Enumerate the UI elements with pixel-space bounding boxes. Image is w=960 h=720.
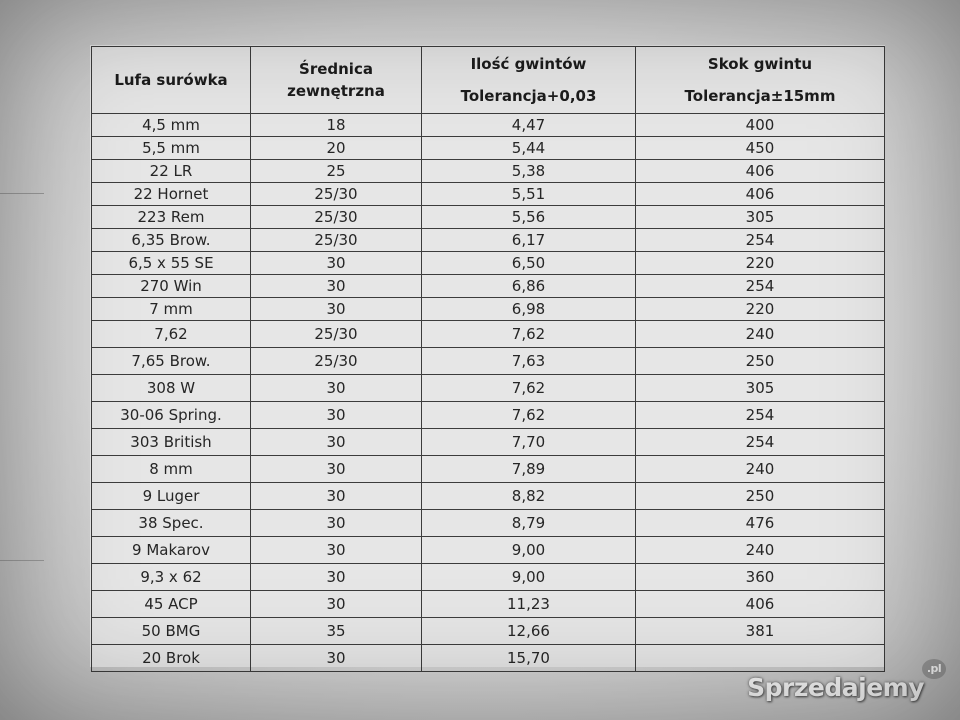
table-row [92,229,885,252]
table-row [92,114,885,137]
table-cell: 303 British [92,429,251,456]
table-cell: 6,35 Brow. [92,229,251,252]
table-row [92,456,885,483]
table-row [92,537,885,564]
edge-line [0,193,44,194]
table-cell: 22 LR [92,160,251,183]
table-cell: 9,3 x 62 [92,564,251,591]
table-cell: 30 [251,298,422,321]
watermark-text: Sprzedajemy [747,673,924,702]
table-cell: 450 [636,137,885,160]
table-cell: 9 Makarov [92,537,251,564]
table-row [92,564,885,591]
table-cell: 25/30 [251,206,422,229]
header-row [92,47,885,114]
header-thread-pitch [636,47,885,114]
table-row [92,591,885,618]
table-cell: 5,5 mm [92,137,251,160]
table-cell: 15,70 [422,645,636,672]
table-cell: 223 Rem [92,206,251,229]
table-cell: 5,44 [422,137,636,160]
table-cell: 9,00 [422,537,636,564]
table-row [92,252,885,275]
table-cell: 476 [636,510,885,537]
table-cell: 9 Luger [92,483,251,510]
table-cell: 6,50 [422,252,636,275]
table-cell: 6,5 x 55 SE [92,252,251,275]
header-barrel-label: Lufa surówka [114,71,228,89]
table-cell: 6,17 [422,229,636,252]
table-cell: 240 [636,456,885,483]
table-row [92,160,885,183]
table-cell: 25/30 [251,321,422,348]
table-row [92,375,885,402]
table-cell: 30 [251,429,422,456]
table-row [92,137,885,160]
table-row [92,645,885,672]
table-cell: 4,5 mm [92,114,251,137]
header-thread-count-line2: Tolerancja+0,03 [460,87,597,105]
table-cell: 30 [251,375,422,402]
table-cell: 7,62 [422,375,636,402]
table-cell: 7,89 [422,456,636,483]
table-row [92,275,885,298]
table-cell: 250 [636,483,885,510]
table-cell: 30 [251,645,422,672]
table-cell: 9,00 [422,564,636,591]
table-cell: 7,63 [422,348,636,375]
table-cell: 30 [251,402,422,429]
table-cell: 406 [636,160,885,183]
table-row [92,298,885,321]
header-diameter [251,47,422,114]
table-cell: 30 [251,252,422,275]
header-thread-pitch-line2: Tolerancja±15mm [684,87,836,105]
table-cell: 406 [636,591,885,618]
table-cell: 20 [251,137,422,160]
table-cell: 8,82 [422,483,636,510]
table-cell: 30 [251,537,422,564]
table-cell: 30-06 Spring. [92,402,251,429]
table-cell: 30 [251,456,422,483]
header-thread-count [422,47,636,114]
table-cell: 220 [636,252,885,275]
table-cell: 7,62 [92,321,251,348]
table-cell: 7,70 [422,429,636,456]
table-cell: 406 [636,183,885,206]
table-cell: 220 [636,298,885,321]
table-cell: 7,62 [422,402,636,429]
table-cell: 7,65 Brow. [92,348,251,375]
table-cell: 7,62 [422,321,636,348]
table-cell: 305 [636,375,885,402]
header-barrel [92,47,251,114]
table-row [92,402,885,429]
table-cell: 400 [636,114,885,137]
header-diameter-line1: Średnica [299,60,373,78]
table-cell: 381 [636,618,885,645]
table-cell: 308 W [92,375,251,402]
table-cell: 5,56 [422,206,636,229]
table-cell: 25/30 [251,183,422,206]
table-cell: 254 [636,229,885,252]
barrel-spec-table [91,46,885,672]
table-cell: 25/30 [251,348,422,375]
table-cell: 30 [251,510,422,537]
header-thread-pitch-line1: Skok gwintu [707,55,813,73]
table-cell: 4,47 [422,114,636,137]
table-cell: 360 [636,564,885,591]
table-body [92,114,885,672]
table-row [92,348,885,375]
table-cell: 45 ACP [92,591,251,618]
table-cell: 6,98 [422,298,636,321]
table-cell: 5,51 [422,183,636,206]
table-cell: 8 mm [92,456,251,483]
table-cell: 270 Win [92,275,251,298]
table-cell [636,645,885,672]
table-cell: 25/30 [251,229,422,252]
table-row [92,206,885,229]
table-cell: 30 [251,591,422,618]
table-row [92,429,885,456]
edge-line [0,560,44,561]
watermark-badge: .pl [922,659,946,679]
table-cell: 25 [251,160,422,183]
table-cell: 6,86 [422,275,636,298]
table-cell: 250 [636,348,885,375]
table-cell: 22 Hornet [92,183,251,206]
table-cell: 240 [636,537,885,564]
table-cell: 5,38 [422,160,636,183]
table-cell: 12,66 [422,618,636,645]
table-cell: 7 mm [92,298,251,321]
table-cell: 254 [636,402,885,429]
watermark-logo [747,662,942,702]
table-cell: 30 [251,483,422,510]
table-cell: 30 [251,275,422,298]
table-cell: 254 [636,275,885,298]
table-cell: 240 [636,321,885,348]
header-diameter-line2: zewnętrzna [287,82,385,100]
table-cell: 35 [251,618,422,645]
table-cell: 50 BMG [92,618,251,645]
table-row [92,321,885,348]
table-row [92,183,885,206]
table-cell: 11,23 [422,591,636,618]
header-thread-count-line1: Ilość gwintów [470,55,587,73]
table-cell: 30 [251,564,422,591]
table-cell: 254 [636,429,885,456]
table-cell: 38 Spec. [92,510,251,537]
table-cell: 20 Brok [92,645,251,672]
table-cell: 18 [251,114,422,137]
table-row [92,618,885,645]
table-row [92,510,885,537]
table-row [92,483,885,510]
table-cell: 8,79 [422,510,636,537]
table-cell: 305 [636,206,885,229]
